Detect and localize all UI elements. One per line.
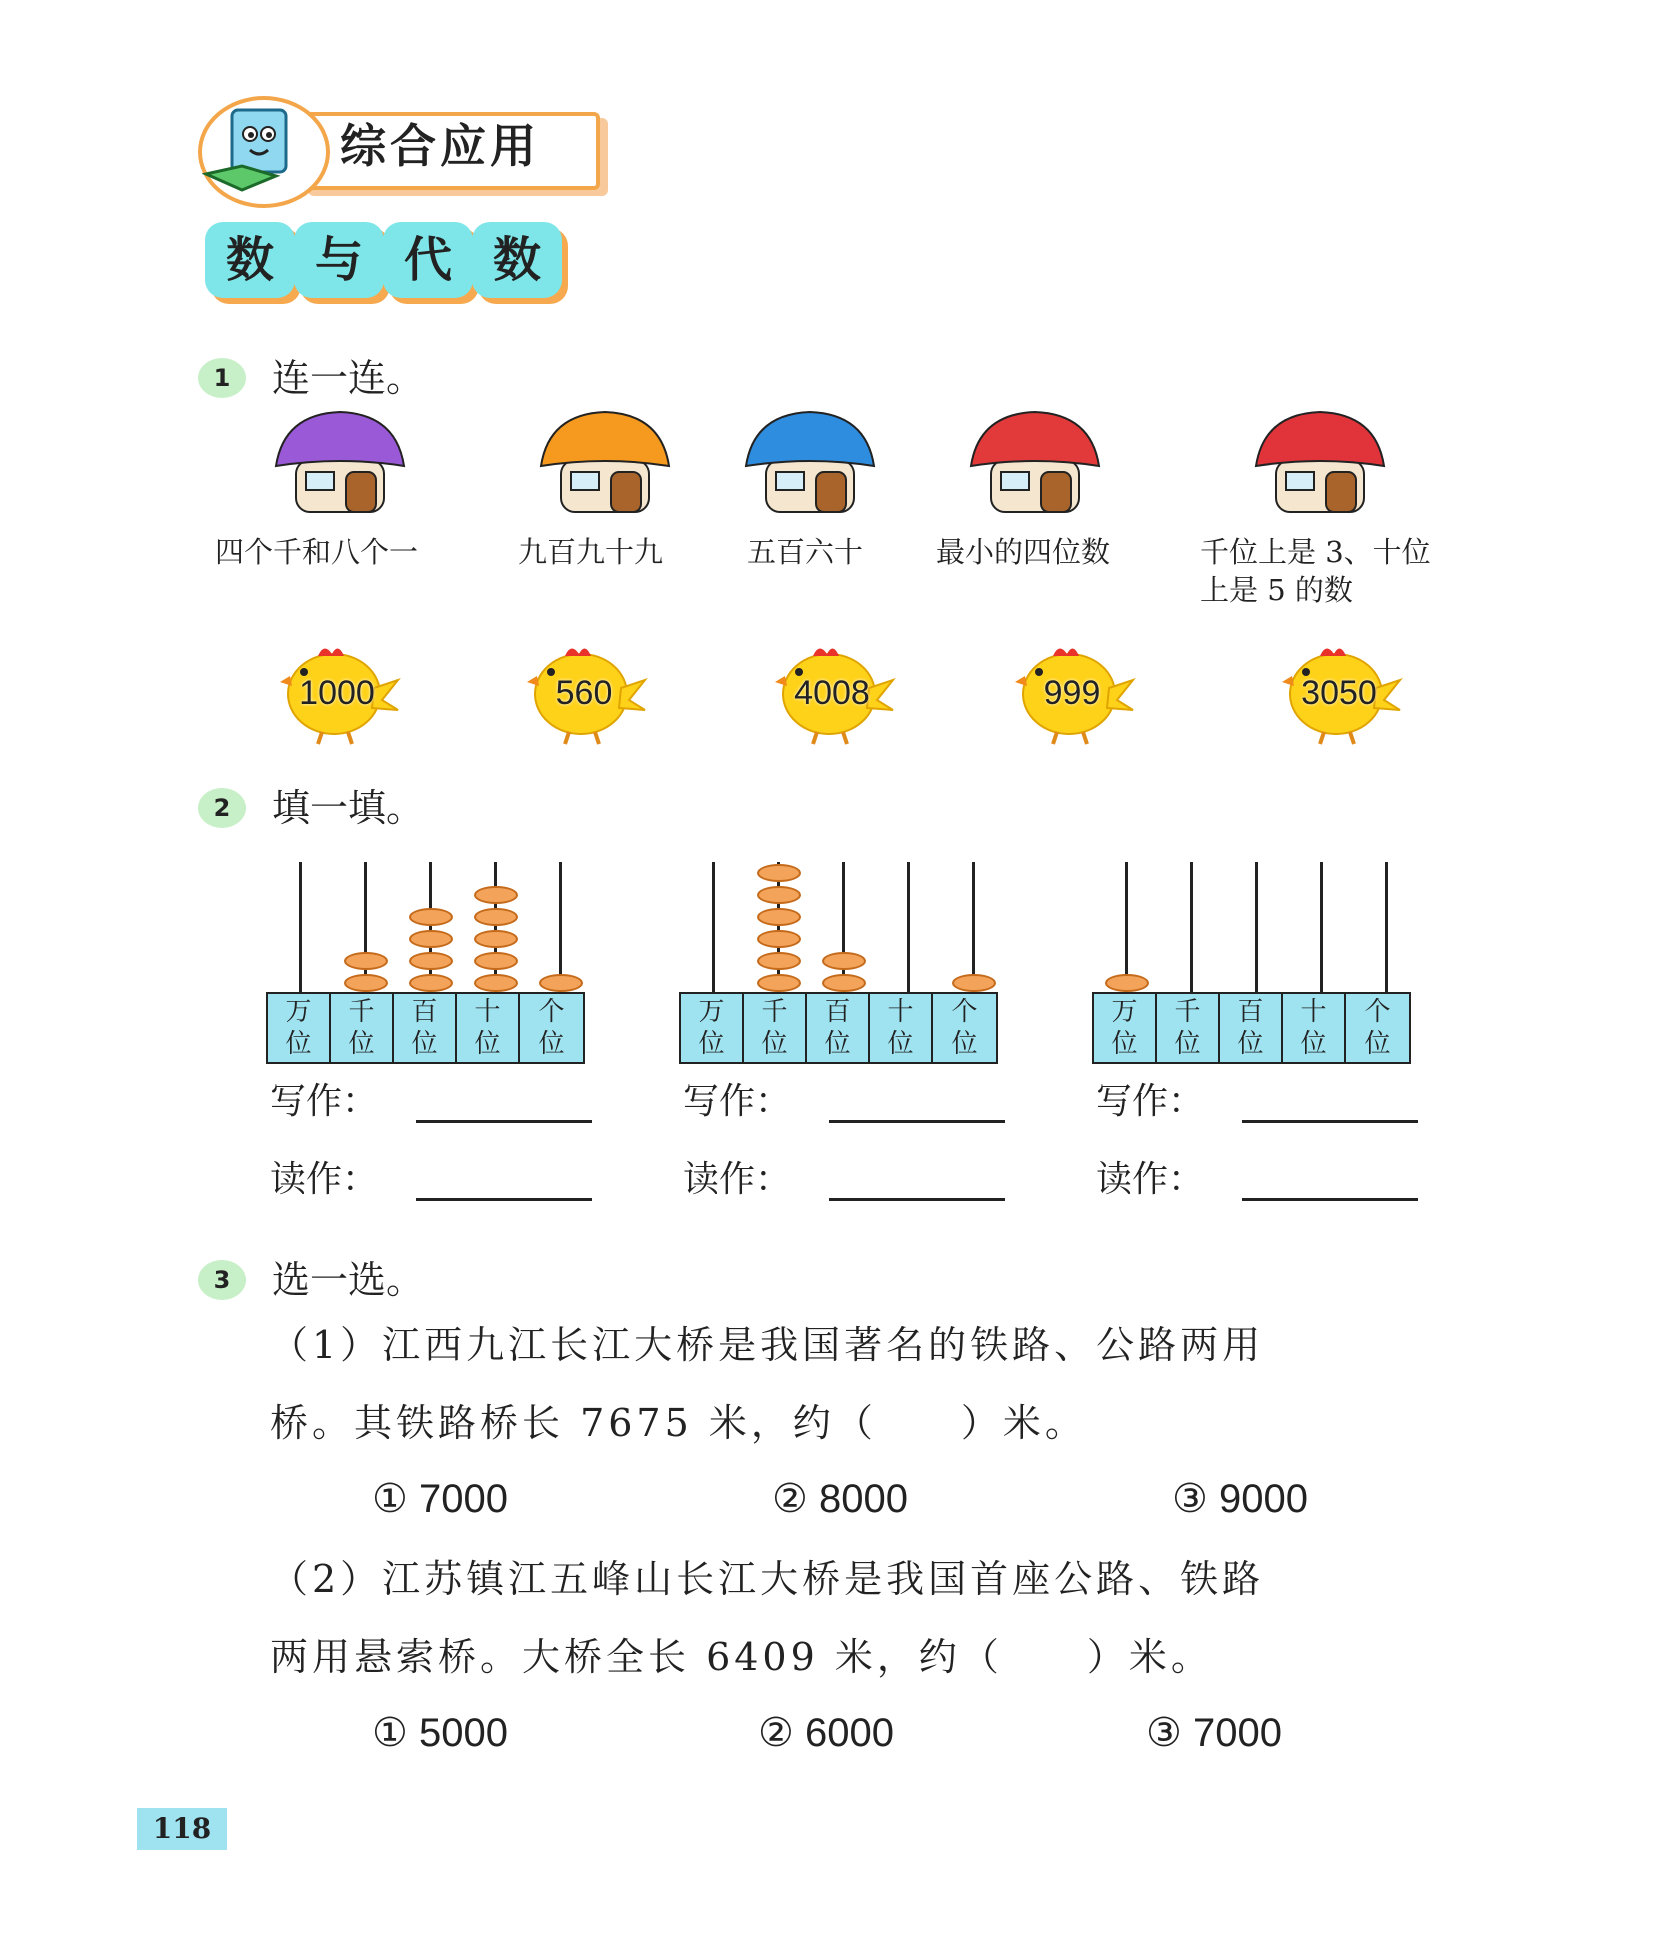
book-mascot-icon [202,100,326,204]
place-suffix: 位 [538,1029,565,1059]
place-value-cell [1283,994,1346,1062]
house-label: 四个千和八个一 [215,535,419,569]
question-text: 两用悬索桥。大桥全长 6409 米，约（ ）米。 [270,1635,1213,1679]
abacus-rod [1320,862,1323,992]
topic-tag: 代 [383,222,473,298]
read-label: 读作： [683,1159,792,1200]
write-answer-blank[interactable] [829,1120,1005,1123]
question-number: 1 [198,358,246,398]
abacus-rod [364,862,367,992]
abacus-bead [952,974,996,992]
answer-option[interactable]: ③ 9000 [1172,1477,1308,1521]
write-label: 写作： [683,1081,792,1122]
chick-number: 560 [555,674,613,712]
abacus-bead [1105,974,1149,992]
place-value-cell [807,994,870,1062]
chick-number: 4008 [794,674,870,712]
answer-option[interactable]: ① 5000 [372,1711,508,1755]
place-suffix: 位 [1300,1029,1327,1059]
place-value-cell [870,994,933,1062]
abacus-rod [1255,862,1258,992]
abacus-bead [409,974,453,992]
abacus [1092,862,1421,1202]
question-title: 连一连。 [272,356,425,400]
abacus-bead [757,886,801,904]
chick-number: 999 [1043,674,1101,712]
question-title: 选一选。 [272,1258,425,1302]
answer-option[interactable]: ① 7000 [372,1477,508,1521]
place-value-labels [1092,992,1411,1064]
place-suffix: 位 [698,1029,725,1059]
read-answer-blank[interactable] [416,1198,592,1201]
question-title: 填一填。 [272,786,425,830]
place-suffix: 位 [1111,1029,1138,1059]
place-name: 个 [538,997,565,1027]
abacus-bead [822,952,866,970]
abacus-rod [712,862,715,992]
place-name: 十 [887,997,914,1027]
abacus-rod [494,862,497,992]
abacus-rod [1385,862,1388,992]
mushroom-house-icon [1250,408,1390,522]
place-value-cell [744,994,807,1062]
place-name: 百 [824,997,851,1027]
place-value-cell [1094,994,1157,1062]
place-name: 十 [474,997,501,1027]
place-value-cell [457,994,520,1062]
abacus-bead [474,974,518,992]
question-text: （2）江苏镇江五峰山长江大桥是我国首座公路、铁路 [270,1557,1265,1601]
abacus-rod [1125,862,1128,992]
place-suffix: 位 [348,1029,375,1059]
place-suffix: 位 [887,1029,914,1059]
page-number: 118 [137,1808,227,1850]
place-name: 万 [698,997,725,1027]
abacus-bead [474,952,518,970]
place-name: 千 [348,997,375,1027]
write-label: 写作： [270,1081,379,1122]
place-name: 百 [1237,997,1264,1027]
place-value-cell [681,994,744,1062]
abacus-bead [757,908,801,926]
abacus-bead [344,974,388,992]
abacus-bead [757,952,801,970]
place-value-labels [266,992,585,1064]
place-suffix: 位 [474,1029,501,1059]
abacus-bead [474,886,518,904]
question-text: （1）江西九江长江大桥是我国著名的铁路、公路两用 [270,1323,1265,1367]
topic-tag: 数 [205,222,295,298]
answer-option[interactable]: ② 8000 [772,1477,908,1521]
abacus-rod [842,862,845,992]
house-label: 上是 5 的数 [1200,573,1353,607]
topic-tag: 与 [294,222,384,298]
place-value-cell [394,994,457,1062]
place-name: 百 [411,997,438,1027]
abacus-rod [429,862,432,992]
abacus-bead [757,930,801,948]
place-suffix: 位 [951,1029,978,1059]
section-title: 综合应用 [340,119,540,173]
place-value-cell [1220,994,1283,1062]
abacus-bead [539,974,583,992]
mushroom-house-icon [965,408,1105,522]
mascot-frame [198,96,330,208]
place-suffix: 位 [761,1029,788,1059]
read-label: 读作： [270,1159,379,1200]
read-label: 读作： [1096,1159,1205,1200]
question-number: 2 [198,788,246,828]
place-suffix: 位 [1174,1029,1201,1059]
place-suffix: 位 [824,1029,851,1059]
abacus-rod [907,862,910,992]
place-value-cell [520,994,583,1062]
abacus [266,862,595,1202]
place-value-cell [933,994,996,1062]
abacus-bead [344,952,388,970]
abacus-bead [757,864,801,882]
abacus-bead [409,952,453,970]
abacus-bead [474,930,518,948]
place-value-cell [268,994,331,1062]
topic-tag: 数 [472,222,562,298]
chick-number: 3050 [1301,674,1377,712]
write-answer-blank[interactable] [1242,1120,1418,1123]
abacus-bead [822,974,866,992]
answer-option[interactable]: ③ 7000 [1146,1711,1282,1755]
write-answer-blank[interactable] [416,1120,592,1123]
abacus-rod [299,862,302,992]
house-label: 五百六十 [747,535,864,569]
mushroom-house-icon [535,408,675,522]
abacus [679,862,1008,1202]
abacus-rod [1190,862,1193,992]
place-value-cell [1157,994,1220,1062]
place-value-labels [679,992,998,1064]
abacus-bead [409,908,453,926]
house-label: 九百九十九 [518,535,664,569]
abacus-rod [559,862,562,992]
abacus-bead [474,908,518,926]
abacus-bead [409,930,453,948]
place-suffix: 位 [285,1029,312,1059]
place-value-cell [331,994,394,1062]
place-name: 千 [761,997,788,1027]
answer-option[interactable]: ② 6000 [758,1711,894,1755]
question-number: 3 [198,1260,246,1300]
place-suffix: 位 [411,1029,438,1059]
place-name: 十 [1300,997,1327,1027]
place-name: 个 [951,997,978,1027]
chick-number: 1000 [299,674,375,712]
mushroom-house-icon [740,408,880,522]
question-text: 桥。其铁路桥长 7675 米，约（ ）米。 [270,1401,1087,1445]
read-answer-blank[interactable] [829,1198,1005,1201]
place-suffix: 位 [1237,1029,1264,1059]
abacus-bead [757,974,801,992]
abacus-rod [972,862,975,992]
house-label: 千位上是 3、十位 [1200,535,1431,569]
write-label: 写作： [1096,1081,1205,1122]
read-answer-blank[interactable] [1242,1198,1418,1201]
place-name: 万 [1111,997,1138,1027]
place-suffix: 位 [1364,1029,1391,1059]
place-name: 万 [285,997,312,1027]
house-label: 最小的四位数 [936,535,1111,569]
place-value-cell [1346,994,1409,1062]
place-name: 千 [1174,997,1201,1027]
mushroom-house-icon [270,408,410,522]
place-name: 个 [1364,997,1391,1027]
